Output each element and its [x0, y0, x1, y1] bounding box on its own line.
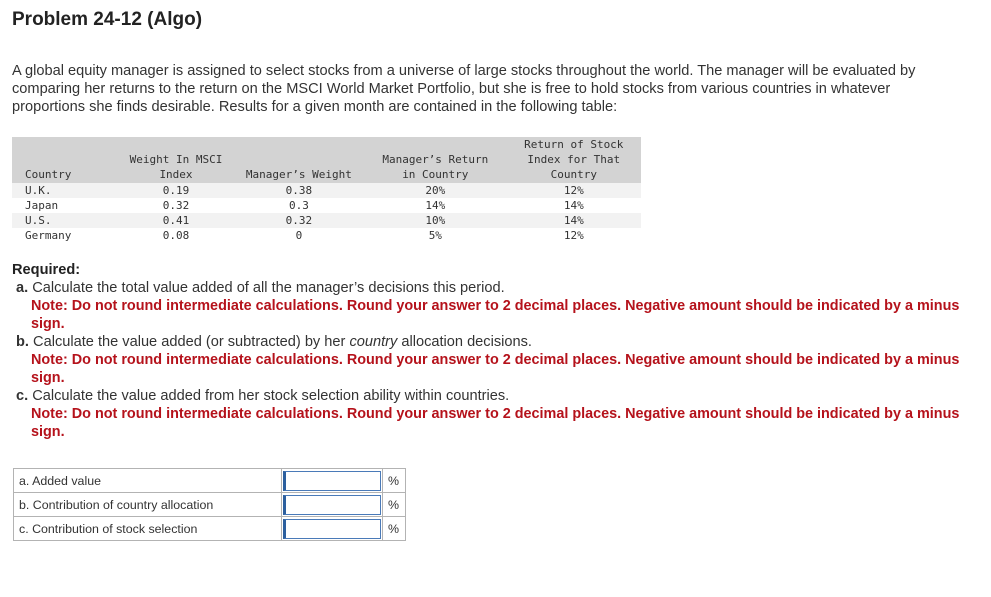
percent-unit: %	[383, 493, 406, 517]
cell-index-return: 14%	[563, 214, 584, 227]
answer-row	[14, 469, 406, 493]
required-item-a	[12, 279, 972, 297]
stock-selection-input[interactable]	[283, 519, 381, 539]
results-table	[12, 137, 641, 243]
cell-index-return: 12%	[563, 184, 584, 197]
cell-manager-weight: 0.3	[288, 199, 309, 212]
answer-label: a. Added value	[14, 469, 282, 493]
cell-country: Germany	[25, 229, 72, 242]
item-text: allocation decisions.	[397, 334, 532, 350]
cell-weight-msci: 0.08	[162, 229, 190, 242]
cell-country: U.K.	[25, 184, 52, 197]
cell-manager-weight: 0.38	[285, 184, 313, 197]
page-title: Problem 24-12 (Algo)	[12, 9, 203, 30]
answer-row	[14, 517, 406, 541]
answer-cell	[282, 469, 383, 493]
cell-country: U.S.	[25, 214, 52, 227]
table-header-row	[12, 137, 641, 183]
table-row	[12, 228, 641, 243]
item-letter: a.	[16, 280, 29, 296]
answer-cell	[282, 517, 383, 541]
cell-manager-return: 5%	[428, 229, 442, 242]
required-item-c	[12, 387, 972, 405]
header-manager-return: Manager’s Return in Country	[382, 153, 489, 181]
item-letter: b.	[16, 334, 29, 350]
cell-manager-weight: 0	[295, 229, 303, 242]
table-row	[12, 213, 641, 228]
answer-row	[14, 493, 406, 517]
answer-label: b. Contribution of country allocation	[14, 493, 282, 517]
cell-manager-return: 10%	[425, 214, 446, 227]
cell-weight-msci: 0.19	[162, 184, 190, 197]
required-item-b	[12, 333, 972, 351]
header-weight-msci: Weight In MSCI Index	[129, 153, 223, 181]
table-row	[12, 198, 641, 213]
item-text-italic: country	[349, 334, 398, 350]
answer-cell	[282, 493, 383, 517]
answer-label: c. Contribution of stock selection	[14, 517, 282, 541]
country-allocation-input[interactable]	[283, 495, 381, 515]
header-index-return: Return of Stock Index for That Country	[524, 138, 624, 181]
percent-unit: %	[383, 517, 406, 541]
answer-table	[13, 468, 406, 541]
cell-manager-return: 14%	[425, 199, 446, 212]
problem-intro: A global equity manager is assigned to select stocks from a universe of large stocks throughout the world. The manager will be evaluated by comparing her returns to the return on the MSCI World Market Portfolio, but she is free to hold stocks from various countries in whatever proportions she finds desirable. Results for a given month are contained in the following table:	[12, 63, 916, 115]
item-text: Calculate the total value added of all the manager’s decisions this period.	[32, 280, 505, 296]
required-heading: Required:	[12, 262, 81, 278]
cell-manager-return: 20%	[425, 184, 446, 197]
cell-weight-msci: 0.41	[162, 214, 190, 227]
item-text: Calculate the value added (or subtracted) by her	[33, 334, 350, 350]
item-note: Note: Do not round intermediate calculations. Round your answer to 2 decimal places. Negative amount should be indicated by a minus sign.	[31, 298, 960, 332]
cell-weight-msci: 0.32	[162, 199, 190, 212]
cell-index-return: 12%	[563, 229, 584, 242]
item-note: Note: Do not round intermediate calculations. Round your answer to 2 decimal places. Negative amount should be indicated by a minus sign.	[31, 406, 960, 440]
header-manager-weight: Manager’s Weight	[245, 168, 352, 181]
table-row	[12, 183, 641, 198]
added-value-input[interactable]	[283, 471, 381, 491]
item-note: Note: Do not round intermediate calculations. Round your answer to 2 decimal places. Negative amount should be indicated by a minus sign.	[31, 352, 960, 386]
cell-manager-weight: 0.32	[285, 214, 313, 227]
required-section	[12, 261, 972, 441]
header-country: Country	[25, 168, 72, 181]
percent-unit: %	[383, 469, 406, 493]
cell-index-return: 14%	[563, 199, 584, 212]
item-text: Calculate the value added from her stock selection ability within countries.	[32, 388, 510, 404]
cell-country: Japan	[25, 199, 59, 212]
item-letter: c.	[16, 388, 29, 404]
